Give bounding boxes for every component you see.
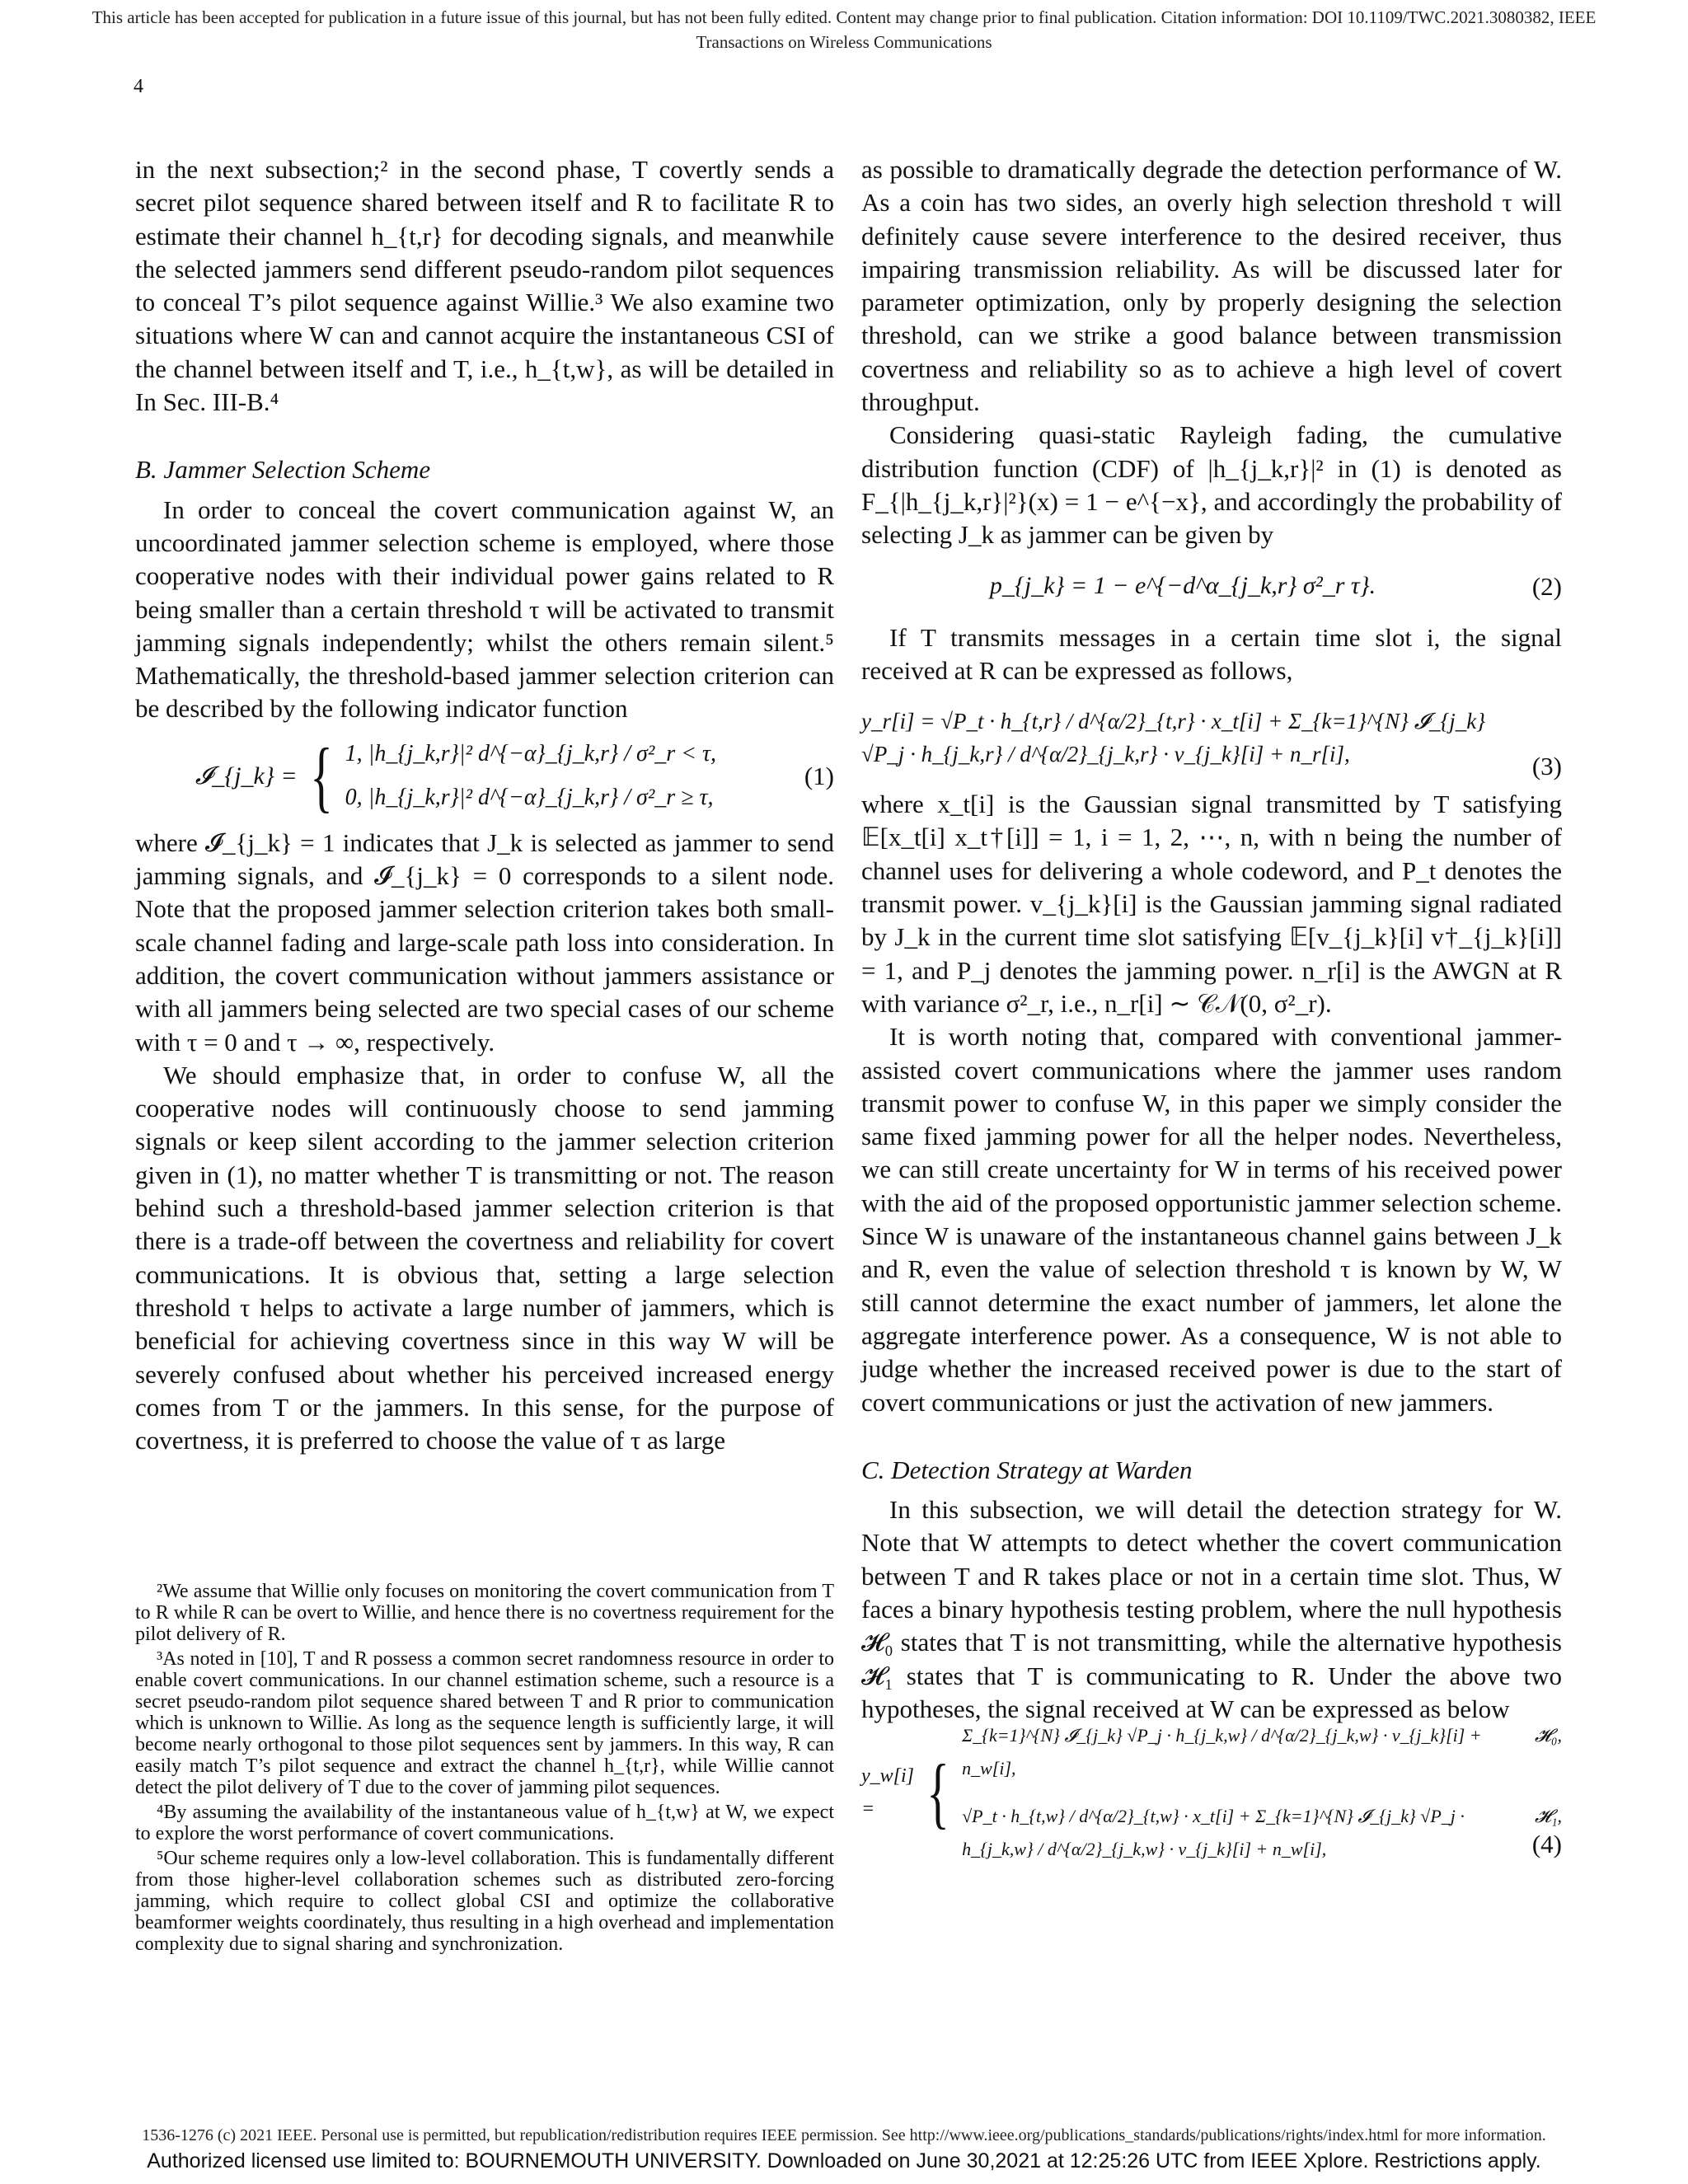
equation-3-number: (3) — [1531, 751, 1562, 780]
equation-4-case-1: Σ_{k=1}^{N} 𝓘_{j_k} √P_j · h_{j_k,w} / d^{α/2}_{j_k,w} · v_{j_k}[i] + n_w[i], — [962, 1724, 1482, 1779]
equation-4-case-2: √P_t · h_{t,w} / d^{α/2}_{t,w} · x_t[i] + Σ_{k=1}^{N} 𝓘_{j_k} √P_j · h_{j_k,w} / d^{α/2}_{j_k,w} · v_{j_k}[i] + n_w[i], — [962, 1806, 1465, 1860]
copyright-notice: 1536-1276 (c) 2021 IEEE. Personal use is permitted, but republication/redistribution requires IEEE permission. See http://www.ieee.org/publications_standards/publications/rights/index.html for more information. — [142, 2126, 1546, 2144]
equation-1 — [135, 731, 834, 822]
equation-4-lhs: y_w[i] = — [861, 1765, 915, 1821]
equation-3 — [861, 692, 1562, 783]
left-paragraph-1: in the next subsection;² in the second phase, T covertly sends a secret pilot sequence shared between itself and R to facilitate R to estimate their channel h_{t,r} for decoding signals, and meanwhile the selected jammers send different pseudo-random pilot sequences to conceal T’s pilot sequence against Willie.³ We also examine two situations where W can and cannot acquire the instantaneous CSI of the channel between itself and T, i.e., h_{t,w}, as will be detailed in In Sec. III-B.⁴ — [135, 155, 834, 417]
journal-notice-line2: Transactions on Wireless Communications — [696, 32, 992, 52]
left-paragraph-3: where 𝓘_{j_k} = 1 indicates that J_k is selected as jammer to send jamming signals, and 𝓘_{j_k} = 0 corresponds to a silent node. Note that the proposed jammer selection criterion takes both small-scale channel fading and large-scale path loss into consideration. In addition, the covert communication without jammers assistance or with all jammers being selected are two special cases of our scheme with τ = 0 and τ → ∞, respectively. — [135, 827, 834, 1057]
equation-2-number: (2) — [1531, 571, 1562, 601]
authorized-use-notice: Authorized licensed use limited to: BOURNEMOUTH UNIVERSITY. Downloaded on June 30,2021 at 12:25:26 UTC from IEEE Xplore. Restrictions apply. — [147, 2149, 1541, 2172]
equation-1-number: (1) — [804, 761, 834, 790]
left-column — [135, 153, 834, 1457]
equation-4-case-2-label: 𝓗₁, — [1535, 1806, 1562, 1827]
right-paragraph-6: In this subsection, we will detail the detection strategy for W. Note that W attempts to detect whether the covert communication between T and R takes place or not in a certain time slot. Thus, W faces a binary hypothesis testing problem, where the null hypothesis 𝓗₀ states that T is not transmitting, while the alternative hypothesis 𝓗₁ states that T is communicating to R. Under the above two hypotheses, the signal received at W can be expressed as below — [861, 1495, 1562, 1723]
page-number: 4 — [134, 76, 143, 97]
right-paragraph-5: It is worth noting that, compared with conventional jammer-assisted covert communications where the jammer uses random transmit power to confuse W, in this paper we simply consider the same fixed jamming power for all the helper nodes. Nevertheless, we can still create uncertainty for W in terms of his received power with the aid of the proposed opportunistic jammer selection scheme. Since W is unaware of the instantaneous channel gains between J_k and R, even the value of selection threshold τ is known by W, W still cannot determine the exact number of jammers, let alone the aggregate interference power. As a consequence, W is not able to judge whether the increased received power is due to the start of covert communications or just the activation of new jammers. — [861, 1022, 1562, 1417]
right-paragraph-3: If T transmits messages in a certain time slot i, the signal received at R can be expressed as follows, — [861, 622, 1562, 685]
equation-4-number: (4) — [1531, 1829, 1562, 1858]
section-heading-c: C. Detection Strategy at Warden — [861, 1455, 1193, 1484]
section-heading-b: B. Jammer Selection Scheme — [135, 455, 431, 485]
right-paragraph-2: Considering quasi-static Rayleigh fading, the cumulative distribution function (CDF) of |h_{j_k,r}|² in (1) is denoted as F_{|h_{j_k,r}|²}(x) = 1 − e^{−x}, and accordingly the probability of selecting J_k as jammer can be given by — [861, 420, 1562, 550]
right-paragraph-4: where x_t[i] is the Gaussian signal transmitted by T satisfying 𝔼[x_t[i] x_t†[i]] = 1, i = 1, 2, ⋯, n, with n being the number of channel uses for delivering a whole codeword, and P_t denotes the transmit power. v_{j_k}[i] is the Gaussian jamming signal radiated by J_k in the current time slot satisfying 𝔼[v_{j_k}[i] v†_{j_k}[i]] = 1, and P_j denotes the jamming power. n_r[i] is the AWGN at R with variance σ²_r, i.e., n_r[i] ∼ 𝒞𝒩(0, σ²_r). — [861, 790, 1562, 1018]
footnote-4: ⁴By assuming the availability of the instantaneous value of h_{t,w} at W, we expect to explore the worst performance of covert communications. — [135, 1802, 834, 1844]
footnote-3: ³As noted in [10], T and R possess a common secret randomness resource in order to enable covert communications. In our channel estimation scheme, such a resource is a secret pseudo-random pilot sequence shared between T and R prior to communication which is unknown to Willie. As long as the sequence length is sufficiently large, it will become nearly orthogonal to those pilot sequences sent by jammers. In this way, R can easily match T’s pilot sequence and extract the channel h_{t,r}, while Willie cannot detect the pilot delivery of T due to the cover of jamming pilot sequences. — [135, 1648, 834, 1798]
equation-3-body: y_r[i] = √P_t · h_{t,r} / d^{α/2}_{t,r} · x_t[i] + Σ_{k=1}^{N} 𝓘_{j_k} √P_j · h_{j_k,r} / d^{α/2}_{j_k,r} · v_{j_k}[i] + n_r[i], — [861, 708, 1486, 767]
footnote-5: ⁵Our scheme requires only a low-level collaboration. This is fundamentally different from those higher-level collaboration schemes such as distributed zero-forcing jamming, which require to collect global CSI and optimize the collaborative beamformer weights coordinately, thus resulting in a high overhead and implementation complexity due to signal sharing and synchronization. — [135, 1848, 834, 1955]
right-column — [861, 153, 1562, 1859]
journal-notice-line1: This article has been accepted for publication in a future issue of this journal, but has not been fully edited. Content may change prior to final publication. Citation information: DOI 10.1109/TWC.2021.3080382, IEEE — [91, 7, 1597, 27]
equation-2-body: p_{j_k} = 1 − e^{−d^α_{j_k,r} σ²_r τ}. — [989, 572, 1376, 600]
equation-1-lhs: 𝓘_{j_k} = — [195, 762, 298, 790]
footnote-2: ²We assume that Willie only focuses on monitoring the covert communication from T to R while R can be overt to Willie, and hence there is no covertness requirement for the pilot delivery of R. — [135, 1581, 834, 1645]
equation-2 — [861, 557, 1562, 616]
left-paragraph-4: We should emphasize that, in order to confuse W, all the cooperative nodes will continuously choose to send jamming signals or keep silent according to the jammer selection criterion given in (1), no matter whether T is transmitting or not. The reason behind such a threshold-based jammer selection criterion is that there is a trade-off between the covertness and reliability for covert communications. It is obvious that, setting a large selection threshold τ helps to activate a large number of jammers, which is beneficial for achieving covertness since in this way W will be severely confused about whether his perceived increased energy comes from T or the jammers. In this sense, for the purpose of covertness, it is preferred to choose the value of τ as large — [135, 1060, 834, 1455]
equation-4 — [861, 1724, 1562, 1860]
equation-1-case-2: 0, |h_{j_k,r}|² d^{−α}_{j_k,r} / σ²_r ≥ τ, — [345, 784, 714, 810]
right-paragraph-1: as possible to dramatically degrade the detection performance of W. As a coin has two sides, an overly high selection threshold τ will definitely cause severe interference to the desired receiver, thus impairing transmission reliability. As will be discussed later for parameter optimization, only by properly designing the selection threshold, can we strike a good balance between transmission covertness and reliability so as to achieve a high level of covert throughput. — [861, 155, 1562, 417]
journal-notice — [0, 5, 1688, 54]
left-paragraph-2: In order to conceal the covert communication against W, an uncoordinated jammer selection scheme is employed, where those cooperative nodes with their individual power gains related to R being smaller than a certain threshold τ will be activated to transmit jamming signals independently; whilst the others remain silent.⁵ Mathematically, the threshold-based jammer selection criterion can be described by the following indicator function — [135, 494, 834, 724]
equation-4-case-1-label: 𝓗₀, — [1535, 1724, 1562, 1746]
left-brace: { — [309, 731, 333, 820]
footnotes — [135, 1581, 834, 1958]
equation-1-case-1: 1, |h_{j_k,r}|² d^{−α}_{j_k,r} / σ²_r < τ, — [345, 741, 717, 767]
left-brace: { — [926, 1748, 950, 1837]
